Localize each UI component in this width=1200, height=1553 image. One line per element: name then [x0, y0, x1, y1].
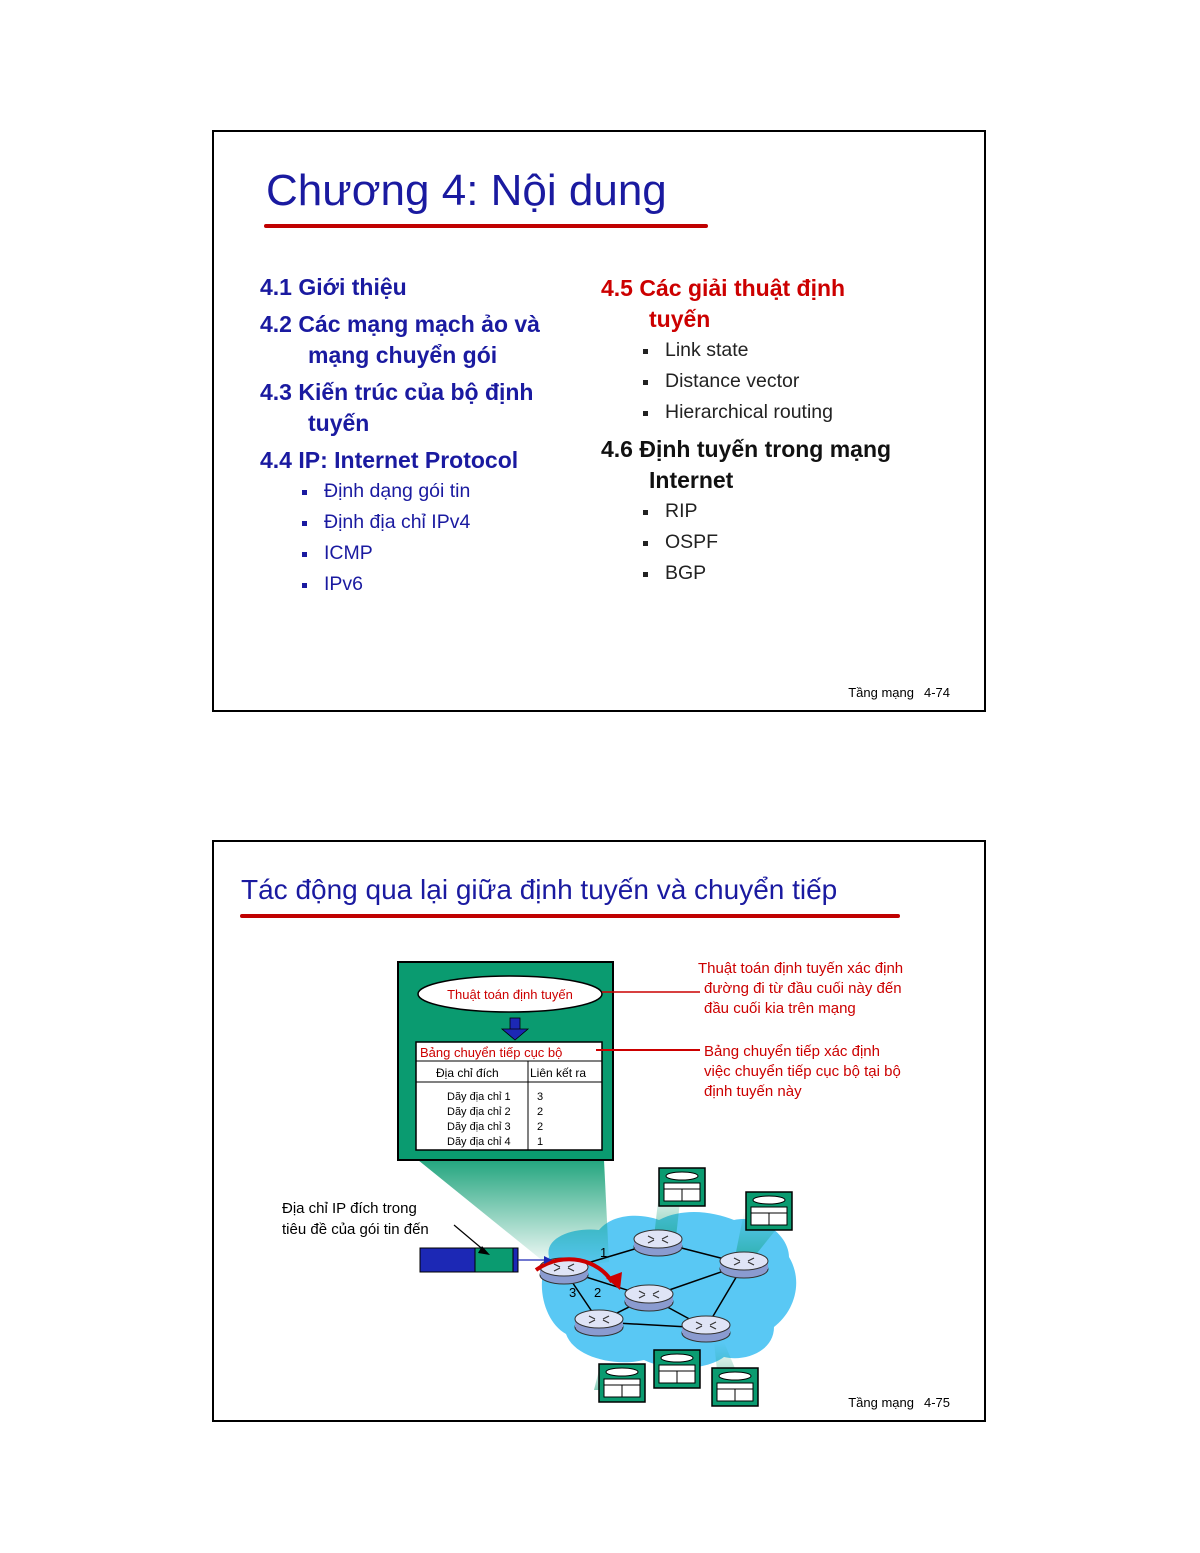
- routing-forwarding-diagram: [214, 842, 984, 1420]
- bullet-item: Định địa chỉ IPv4: [260, 507, 580, 538]
- section-label-cont: mạng chuyển gói: [308, 342, 498, 368]
- bullet-item: Định dạng gói tin: [260, 476, 580, 507]
- table-link-cell: 1: [537, 1136, 544, 1148]
- left-column: [260, 272, 580, 600]
- router-table-icon: [659, 1168, 705, 1206]
- bullet-item: Link state: [601, 335, 961, 366]
- section-4-6: [601, 434, 961, 496]
- router-table-icon: [654, 1350, 700, 1388]
- section-label: 4.2 Các mạng mạch ảo và: [260, 311, 540, 337]
- section-label: 4.5 Các giải thuật định: [601, 275, 846, 301]
- page-number: [848, 1395, 950, 1410]
- section-4-2: [260, 309, 580, 371]
- page-number: [848, 685, 950, 700]
- footer-label: Tầng mạng: [848, 685, 914, 700]
- bullet-item: Hierarchical routing: [601, 397, 961, 428]
- router-icon: [575, 1310, 623, 1336]
- section-label: 4.1 Giới thiệu: [260, 274, 407, 300]
- bullet-item: BGP: [601, 558, 961, 589]
- table-dest-cell: Dãy địa chỉ 3: [447, 1121, 511, 1133]
- section-label: 4.3 Kiến trúc của bộ định: [260, 379, 534, 405]
- packet-payload: [420, 1248, 478, 1272]
- right-column: [601, 273, 961, 589]
- port-label: 2: [594, 1285, 602, 1300]
- section-label: 4.6 Định tuyến trong mạng: [601, 436, 892, 462]
- section-4-3: [260, 377, 580, 439]
- router-icon: [720, 1252, 768, 1278]
- section-4-5: [601, 273, 961, 335]
- section-label: 4.4 IP: Internet Protocol: [260, 447, 519, 473]
- callout-header: Địa chỉ IP đích trong tiêu đề của gói tin đến: [282, 1200, 429, 1238]
- section-label-cont: Internet: [649, 467, 734, 493]
- slide-2: [212, 840, 986, 1422]
- col-header-link: Liên kết ra: [530, 1066, 587, 1080]
- page-number-value: 4-74: [923, 685, 950, 700]
- col-header-dest: Địa chỉ đích: [436, 1066, 499, 1080]
- table-dest-cell: Dãy địa chỉ 2: [447, 1106, 511, 1118]
- bullet-item: OSPF: [601, 527, 961, 558]
- section-label-cont: tuyến: [308, 410, 370, 436]
- bullet-item: IPv6: [260, 569, 580, 600]
- bullet-item: RIP: [601, 496, 961, 527]
- section-4-1: [260, 272, 580, 303]
- section-label-cont: tuyến: [649, 306, 711, 332]
- table-link-cell: 2: [537, 1121, 544, 1133]
- table-dest-cell: Dãy địa chỉ 4: [447, 1136, 511, 1148]
- router-table-icon: [746, 1192, 792, 1230]
- bullet-item: ICMP: [260, 538, 580, 569]
- slide-1-title: Chương 4: Nội dung: [266, 166, 667, 215]
- page-number-value: 4-75: [923, 1395, 950, 1410]
- bullet-item: Distance vector: [601, 366, 961, 397]
- callout-algorithm: Thuật toán định tuyến xác định đường đi từ đầu cuối này đến đầu cuối kia trên mạng: [698, 960, 904, 1017]
- footer-label: Tầng mạng: [848, 1395, 914, 1410]
- router-icon: [634, 1230, 682, 1256]
- section-4-4: [260, 445, 580, 476]
- port-label: 3: [569, 1285, 577, 1300]
- forwarding-table-title: Bảng chuyển tiếp cục bộ: [420, 1045, 563, 1060]
- table-dest-cell: Dãy địa chỉ 1: [447, 1091, 511, 1103]
- table-link-cell: 3: [537, 1091, 544, 1103]
- router-icon: [682, 1316, 730, 1342]
- table-link-cell: 2: [537, 1106, 544, 1118]
- router-table-icon: [599, 1364, 645, 1402]
- callout-forwarding-table: Bảng chuyển tiếp xác định việc chuyển tiếp cục bộ tại bộ định tuyến này: [704, 1043, 901, 1100]
- title-underline: [264, 224, 708, 228]
- slide-2-title: Tác động qua lại giữa định tuyến và chuyển tiếp: [241, 874, 838, 905]
- slide-1: [212, 130, 986, 712]
- router-table-icon: [712, 1368, 758, 1406]
- routing-algorithm-label: Thuật toán định tuyến: [447, 987, 573, 1002]
- port-label: 1: [600, 1245, 608, 1260]
- router-icon: [625, 1285, 673, 1311]
